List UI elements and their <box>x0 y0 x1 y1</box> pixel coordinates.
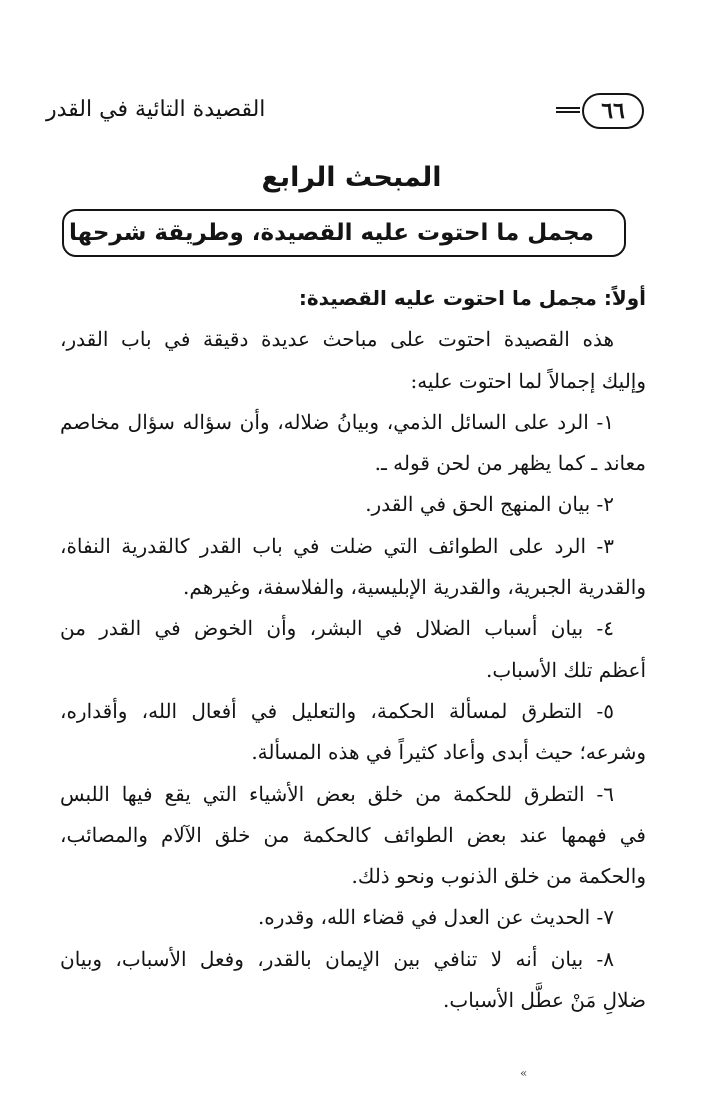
running-header <box>46 93 644 133</box>
list-item-line: ضلالِ مَنْ عطَّل الأسباب. <box>443 988 646 1013</box>
list-item-line: معاند ـ كما يظهر من لحن قوله ـ. <box>374 451 646 476</box>
page-number-badge <box>582 93 644 129</box>
footer-mark: » <box>520 1066 528 1080</box>
list-item-line: ٢- بيان المنهج الحق في القدر. <box>365 492 614 517</box>
list-item-line: أعظم تلك الأسباب. <box>486 657 646 682</box>
page-number: ٦٦ <box>601 98 625 124</box>
paragraph-line: وإليك إجمالاً لما احتوت عليه: <box>410 368 646 393</box>
list-item-line: وشرعه؛ حيث أبدى وأعاد كثيراً في هذه المسألة. <box>251 740 646 765</box>
list-item-line: ٨- بيان أنه لا تنافي بين الإيمان بالقدر، وفعل الأسباب، وبيان <box>60 946 614 971</box>
list-item-line: والحكمة من خلق الذنوب ونحو ذلك. <box>351 864 646 889</box>
header-divider <box>556 107 580 113</box>
list-item-line: ٧- الحديث عن العدل في قضاء الله، وقدره. <box>257 905 614 930</box>
list-item-line: ٤- بيان أسباب الضلال في البشر، وأن الخوض في القدر من <box>60 616 614 641</box>
body-text <box>60 278 646 1021</box>
list-item-line: ٣- الرد على الطوائف التي ضلت في باب القدر كالقدرية النفاة، <box>60 533 614 558</box>
list-item-line: في فهمها عند بعض الطوائف كالحكمة من خلق الآلام والمصائب، <box>60 822 646 847</box>
paragraph-line: هذه القصيدة احتوت على مباحث عديدة دقيقة في باب القدر، <box>60 327 614 352</box>
running-title: القصيدة التائية في القدر <box>46 97 266 122</box>
section-title-frame <box>62 209 626 257</box>
list-item-line: ١- الرد على السائل الذمي، وبيانُ ضلاله، وأن سؤاله سؤال مخاصم <box>60 409 614 434</box>
list-item-line: ٦- التطرق للحكمة من خلق بعض الأشياء التي يقع فيها اللبس <box>60 781 614 806</box>
list-item-line: ٥- التطرق لمسألة الحكمة، والتعليل في أفعال الله، وأقداره، <box>60 698 614 723</box>
chapter-title: المبحث الرابع <box>261 162 442 193</box>
section-title: مجمل ما احتوت عليه القصيدة، وطريقة شرحها <box>69 220 594 246</box>
list-item-line: والقدرية الجبرية، والقدرية الإبليسية، والفلاسفة، وغيرهم. <box>183 575 646 600</box>
subheading: أولاً: مجمل ما احتوت عليه القصيدة: <box>298 286 646 310</box>
